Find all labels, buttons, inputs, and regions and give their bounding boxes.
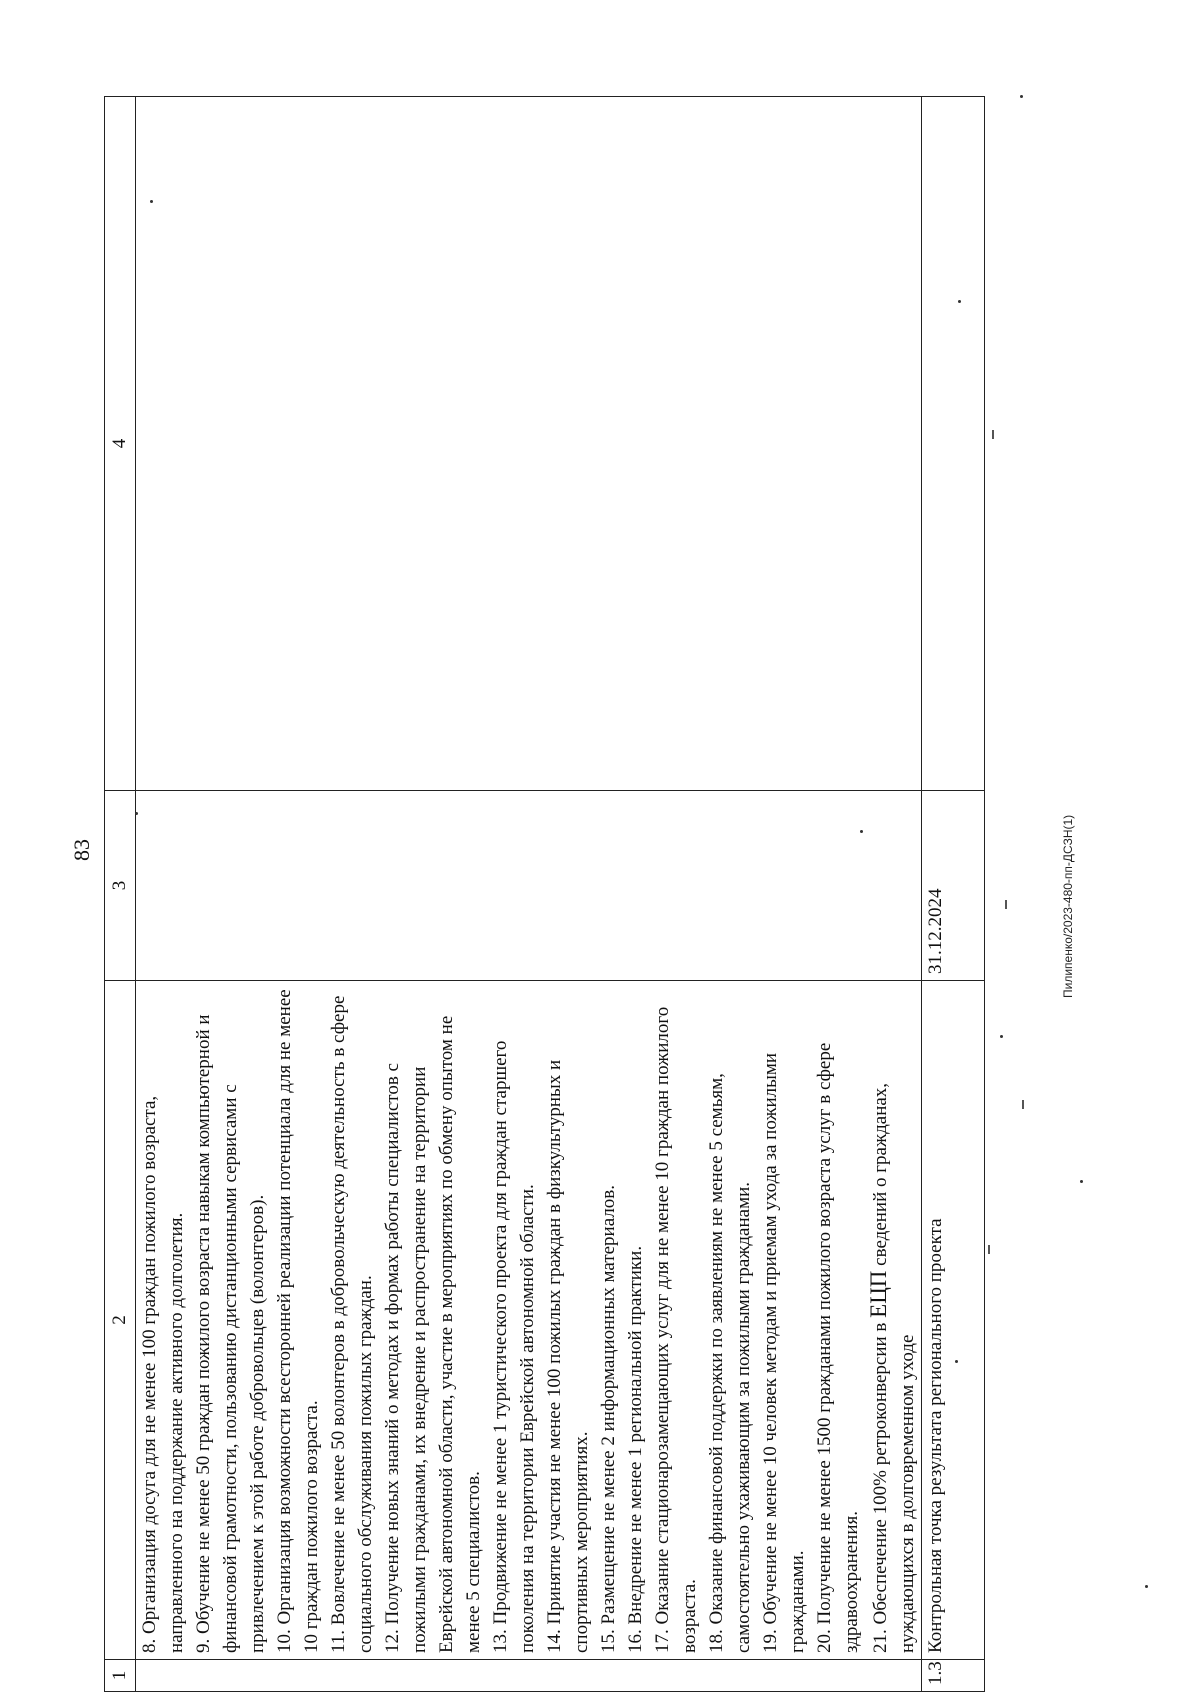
- scan-speck: [1000, 1035, 1003, 1038]
- header-cell-2: 2: [105, 981, 136, 1660]
- checkpoint-row: [922, 97, 985, 1692]
- scan-mark: [1005, 900, 1007, 909]
- scan-mark: [992, 430, 994, 439]
- results-extra-cell: [136, 97, 922, 791]
- scan-speck: [1020, 95, 1023, 98]
- list-item: 12. Получение новых знаний о методах и формах работы специалистов с пожилыми гражданами, их внедрение и распространение на территории Еврейской автономной области, участие в мероприятиях по обмену опытом не менее 5 специалистов.: [382, 1015, 484, 1653]
- checkpoint-date: 31.12.2024: [922, 791, 985, 981]
- header-cell-3: 3: [105, 791, 136, 981]
- item-21-abbreviation: ЕЦП: [866, 1270, 891, 1318]
- list-item: 11. Вовлечение не менее 50 волонтеров в добровольческую деятельность в сфере социального обслуживания пожилых граждан.: [328, 995, 376, 1653]
- list-item: 9. Обучение не менее 50 граждан пожилого возраста навыкам компьютерной и финансовой грамотности, пользованию дистанционными сервисами с привлечением к этой работе добровольцев (волонтеров).: [193, 1014, 268, 1653]
- project-table: [104, 96, 985, 1692]
- checkpoint-title: Контрольная точка результата регионального проекта: [922, 981, 985, 1660]
- item-21-text-start: 21. Обеспечение 100% ретроконверсии в: [870, 1317, 891, 1653]
- checkpoint-extra-cell: [922, 97, 985, 791]
- scan-mark: [988, 1245, 990, 1254]
- list-item: 8. Организация досуга для не менее 100 граждан пожилого возраста, направленного на поддержание активного долголетия.: [139, 1095, 187, 1653]
- list-item: 13. Продвижение не менее 1 туристического проекта для граждан старшего поколения на территории Еврейской автономной области.: [490, 1040, 538, 1653]
- list-item: 10. Организация возможности всесторонней реализации потенциала для не менее 10 граждан пожилого возраста.: [274, 989, 322, 1653]
- checkpoint-number: 1.3: [922, 1660, 985, 1692]
- scan-speck: [1145, 1585, 1148, 1588]
- list-item: 14. Принятие участия не менее 100 пожилых граждан в физкультурных и спортивных мероприятиях.: [544, 1059, 592, 1653]
- list-item: 17. Оказание стационарозамещающих услуг для не менее 10 граждан пожилого возраста.: [652, 1006, 700, 1653]
- list-item: 18. Оказание финансовой поддержки по заявлениям не менее 5 семьям, самостоятельно ухаживающим за пожилыми гражданами.: [706, 1073, 754, 1653]
- results-list: [136, 987, 921, 1653]
- list-item-21: [865, 987, 921, 1653]
- document-side-code: Пилипенко/2023-480-пп-ДСЗН(1): [1061, 814, 1075, 998]
- results-row-number-cell: [136, 1660, 922, 1692]
- scan-speck: [958, 300, 961, 303]
- header-cell-4: 4: [105, 97, 136, 791]
- list-item: 20. Получение не менее 1500 гражданами пожилого возраста услуг в сфере здравоохранения.: [814, 1042, 862, 1653]
- item-21-text-end: сведений о гражданах, нуждающихся в долговременном уходе: [870, 1082, 918, 1653]
- scan-speck: [150, 200, 153, 203]
- scan-speck: [1080, 1180, 1083, 1183]
- scan-mark: [1022, 1100, 1024, 1109]
- page-number: 83: [69, 839, 94, 861]
- rotated-table-wrapper: [104, 96, 946, 1692]
- scan-speck: [955, 1360, 958, 1363]
- header-cell-1: 1: [105, 1660, 136, 1692]
- header-row: [105, 97, 136, 1692]
- list-item: 16. Внедрение не менее 1 региональной практики.: [625, 1245, 646, 1653]
- scan-speck: [135, 812, 138, 815]
- list-item: 19. Обучение не менее 10 человек методам и приемам ухода за пожилыми гражданами.: [760, 1052, 808, 1653]
- list-item: 15. Размещение не менее 2 информационных материалов.: [598, 1184, 619, 1653]
- results-row: [136, 97, 922, 1692]
- results-items-cell: [136, 981, 922, 1660]
- scan-speck: [860, 830, 863, 833]
- results-date-cell: [136, 791, 922, 981]
